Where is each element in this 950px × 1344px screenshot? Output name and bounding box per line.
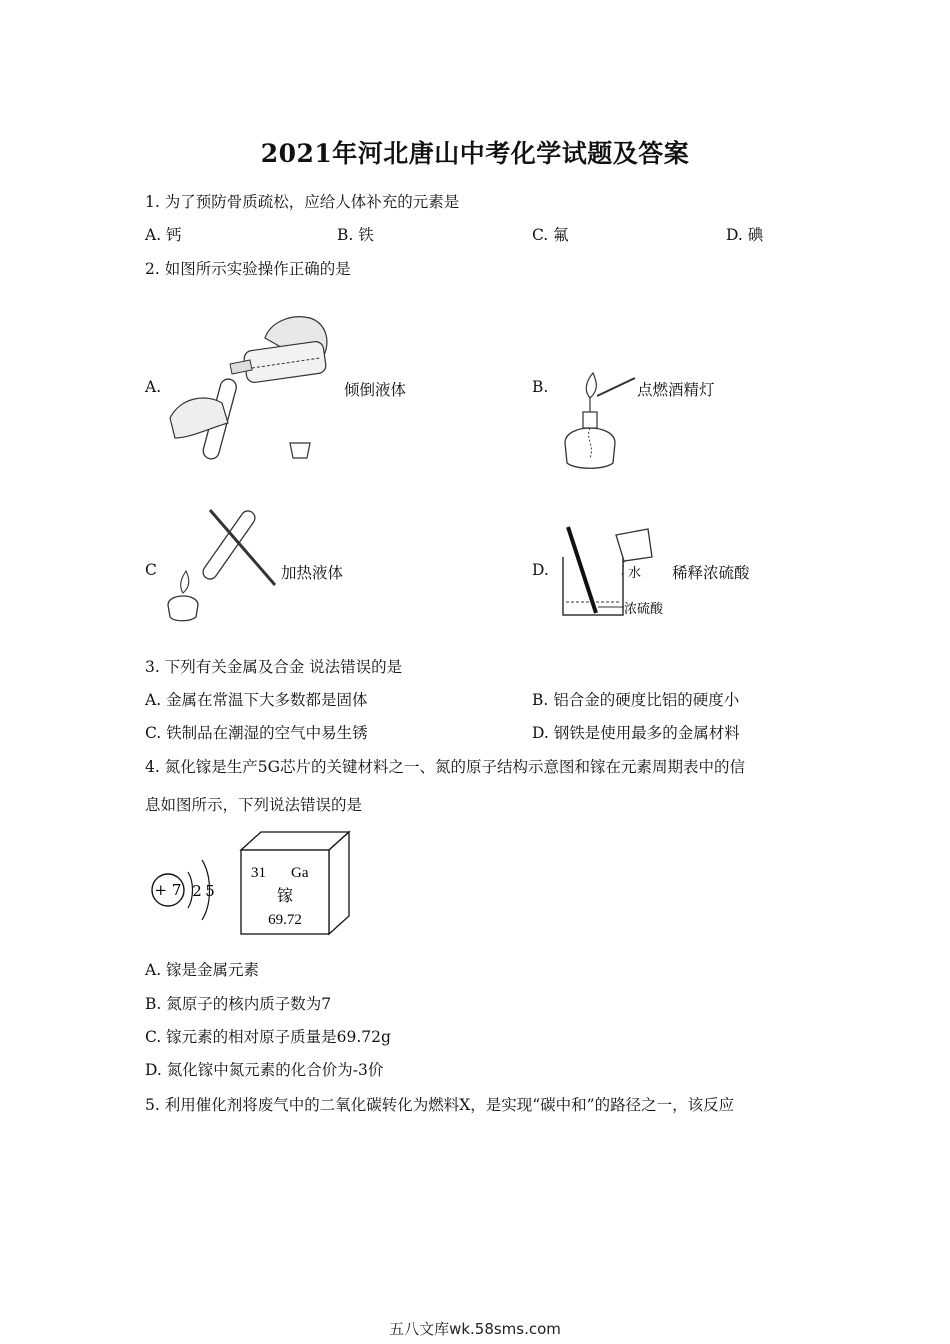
q4-option-d: D. 氮化镓中氮元素的化合价为-3价	[145, 1061, 384, 1079]
q3-option-d: D. 钢铁是使用最多的金属材料	[532, 724, 740, 742]
q1-option-d: D. 碘	[726, 226, 764, 244]
q3-option-a: A. 金属在常温下大多数都是固体	[145, 691, 368, 709]
gallium-element-card	[241, 830, 353, 938]
element-symbol: Ga	[291, 865, 309, 881]
q4-stem-line2: 息如图所示，下列说法错误的是	[145, 796, 363, 814]
q1-option-c: C. 氟	[532, 226, 569, 244]
atomic-mass: 69.72	[268, 912, 302, 928]
pouring-liquid-illustration	[160, 298, 340, 468]
element-name: 镓	[276, 886, 294, 905]
q2-stem: 2. 如图所示实验操作正确的是	[145, 260, 351, 278]
q2-item-a-caption: 倾倒液体	[344, 381, 407, 399]
q2-item-d-caption: 稀释浓硫酸	[672, 564, 750, 582]
q4-option-a: A. 镓是金属元素	[145, 961, 260, 979]
shell1-electrons: 2	[192, 882, 202, 900]
q1-option-b: B. 铁	[337, 226, 374, 244]
q4-option-b: B. 氮原子的核内质子数为7	[145, 995, 332, 1013]
q2-item-c-caption: 加热液体	[281, 564, 344, 582]
q2-item-d-letter: D.	[532, 561, 549, 579]
dilute-sulfuric-acid-illustration	[558, 527, 668, 622]
q1-option-a: A. 钙	[145, 226, 182, 244]
atomic-number: 31	[251, 865, 266, 881]
q4-stem-line1: 4. 氮化镓是生产5G芯片的关键材料之一、氮的原子结构示意图和镓在元素周期表中的信	[145, 758, 745, 776]
q2-item-b-caption: 点燃酒精灯	[637, 381, 715, 399]
q5-stem: 5. 利用催化剂将废气中的二氧化碳转化为燃料X，是实现“碳中和”的路径之一，该反应	[145, 1096, 735, 1114]
q3-option-b: B. 铝合金的硬度比铝的硬度小	[532, 691, 740, 709]
q3-stem: 3. 下列有关金属及合金 说法错误的是	[145, 658, 403, 676]
q4-option-c: C. 镓元素的相对原子质量是69.72g	[145, 1028, 391, 1046]
heating-liquid-illustration	[160, 505, 280, 625]
footer-source: 五八文库wk.58sms.com	[389, 1320, 561, 1338]
nitrogen-atom-structure-diagram	[150, 850, 230, 930]
concentrated-acid-label: 浓硫酸	[624, 602, 664, 617]
alcohol-lamp-illustration	[555, 368, 645, 478]
shell2-electrons: 5	[205, 882, 215, 900]
page-title: 2021年河北唐山中考化学试题及答案	[260, 139, 690, 168]
q2-item-a-letter: A.	[145, 378, 162, 396]
q2-item-b-letter: B.	[532, 378, 549, 396]
nucleus-charge: + 7	[154, 881, 182, 899]
water-label: 水	[628, 566, 642, 581]
q2-item-c-letter: C	[145, 561, 157, 579]
q3-option-c: C. 铁制品在潮湿的空气中易生锈	[145, 724, 368, 742]
q1-stem: 1. 为了预防骨质疏松，应给人体补充的元素是	[145, 193, 460, 211]
